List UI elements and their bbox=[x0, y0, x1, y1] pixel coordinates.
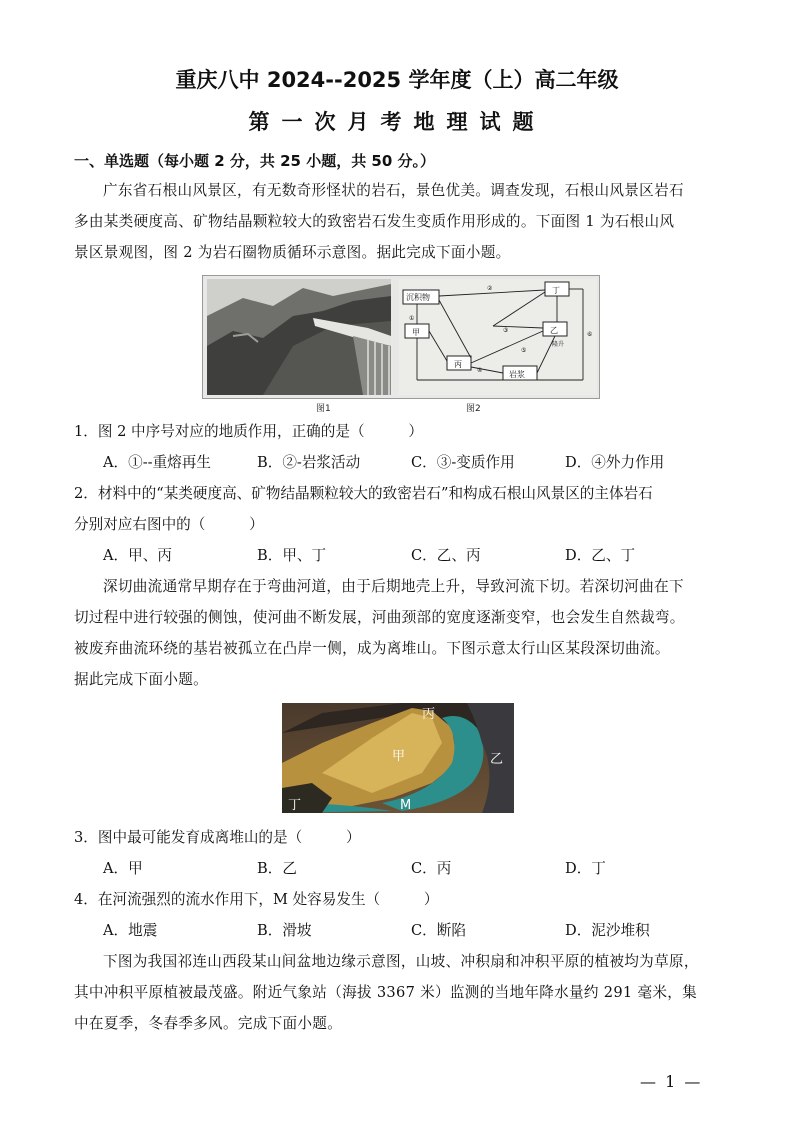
label-m: M bbox=[400, 798, 412, 813]
meander-svg bbox=[282, 703, 514, 813]
question-2-line: 分别对应右图中的（ ） bbox=[74, 516, 264, 533]
figure-1-caption: 图1 bbox=[316, 404, 331, 414]
passage-2-line: 据此完成下面小题。 bbox=[74, 671, 209, 688]
question-1-options bbox=[103, 447, 723, 478]
question-3-options bbox=[103, 853, 723, 884]
label-bing: 丙 bbox=[422, 707, 436, 722]
passage-3-line: 下图为我国祁连山西段某山间盆地边缘示意图，山坡、冲积扇和冲积平原的植被均为草原， bbox=[103, 953, 699, 970]
option-d[interactable]: D．丁 bbox=[565, 860, 606, 877]
node-yi: 乙 bbox=[550, 326, 558, 335]
node-bing: 丙 bbox=[454, 360, 462, 369]
exam-title: 第一次月考地理试题 bbox=[248, 110, 546, 134]
passage-1-line: 广东省石根山风景区，有无数奇形怪状的岩石，景色优美。调查发现，石根山风景区岩石 bbox=[103, 182, 684, 199]
passage-1-line: 多由某类硬度高、矿物结晶颗粒较大的致密岩石发生变质作用形成的。下面图 1 为石根山风 bbox=[74, 213, 675, 230]
rock-cycle-diagram bbox=[399, 279, 597, 395]
section-heading: 一、单选题（每小题 2 分，共 25 小题，共 50 分。） bbox=[74, 152, 436, 170]
num-1: ① bbox=[409, 315, 415, 322]
option-b[interactable]: B．②-岩浆活动 bbox=[257, 454, 361, 471]
option-d[interactable]: D．④外力作用 bbox=[565, 454, 665, 471]
page-number: — 1 — bbox=[640, 1072, 703, 1091]
option-d[interactable]: D．乙、丁 bbox=[565, 547, 636, 564]
question-2-line: 2．材料中的“某类硬度高、矿物结晶颗粒较大的致密岩石”和构成石根山风景区的主体岩石 bbox=[74, 485, 653, 502]
question-2-options bbox=[103, 540, 723, 571]
option-c[interactable]: C．丙 bbox=[411, 860, 452, 877]
option-a[interactable]: A．甲 bbox=[103, 860, 143, 877]
passage-2-line: 被废弃曲流环绕的基岩被孤立在凸岸一侧，成为离堆山。下图示意太行山区某段深切曲流。 bbox=[74, 640, 670, 657]
num-2: ② bbox=[487, 285, 493, 292]
node-jia: 甲 bbox=[412, 328, 420, 337]
question-4-options bbox=[103, 915, 723, 946]
passage-3-line: 中在夏季，冬春季多风。完成下面小题。 bbox=[74, 1015, 343, 1032]
num-5: ⑤ bbox=[521, 347, 527, 354]
passage-2-line: 切过程中进行较强的侧蚀，使河曲不断发展，河曲颈部的宽度逐渐变窄，也会发生自然裁弯。 bbox=[74, 609, 685, 626]
question-4-stem: 4．在河流强烈的流水作用下，M 处容易发生（ ） bbox=[74, 891, 439, 908]
passage-2 bbox=[74, 571, 722, 695]
figure-2-caption: 图2 bbox=[466, 404, 481, 414]
passage-2-line: 深切曲流通常早期存在于弯曲河道，由于后期地壳上升，导致河流下切。若深切河曲在下 bbox=[103, 578, 684, 595]
option-d[interactable]: D．泥沙堆积 bbox=[565, 922, 650, 939]
option-a[interactable]: A．甲、丙 bbox=[103, 547, 172, 564]
num-3: ③ bbox=[503, 327, 509, 334]
node-magma: 岩浆 bbox=[509, 370, 525, 379]
node-ding: 丁 bbox=[552, 286, 560, 295]
passage-3-line: 其中冲积平原植被最茂盛。附近气象站（海拔 3367 米）监测的当地年降水量约 291 毫米，集 bbox=[74, 984, 698, 1001]
node-sediment: 沉积物 bbox=[406, 293, 430, 302]
landscape-photo bbox=[207, 279, 391, 395]
figure-1-svg bbox=[203, 276, 599, 398]
label-ding: 丁 bbox=[288, 798, 302, 813]
num-4: ④ bbox=[477, 367, 483, 374]
option-a[interactable]: A．①--重熔再生 bbox=[103, 454, 211, 471]
option-a[interactable]: A．地震 bbox=[103, 922, 158, 939]
passage-3 bbox=[74, 946, 722, 1039]
option-b[interactable]: B．甲、丁 bbox=[257, 547, 327, 564]
figure-1-composite bbox=[202, 275, 600, 399]
question-3-stem: 3．图中最可能发育成离堆山的是（ ） bbox=[74, 829, 361, 846]
option-c[interactable]: C．断陷 bbox=[411, 922, 466, 939]
option-b[interactable]: B．滑坡 bbox=[257, 922, 312, 939]
label-yi: 乙 bbox=[490, 752, 504, 767]
meander-photo bbox=[282, 703, 514, 813]
label-uplift: 隆升 bbox=[552, 341, 565, 348]
passage-1 bbox=[74, 175, 722, 268]
label-jia: 甲 bbox=[392, 749, 406, 764]
option-c[interactable]: C．乙、丙 bbox=[411, 547, 481, 564]
option-b[interactable]: B．乙 bbox=[257, 860, 297, 877]
passage-1-line: 景区景观图，图 2 为岩石圈物质循环示意图。据此完成下面小题。 bbox=[74, 244, 511, 261]
school-title: 重庆八中 2024--2025 学年度（上）高二年级 bbox=[175, 68, 619, 92]
question-2-stem bbox=[74, 478, 722, 540]
option-c[interactable]: C．③-变质作用 bbox=[411, 454, 515, 471]
num-6: ⑥ bbox=[587, 331, 593, 338]
question-1-stem: 1．图 2 中序号对应的地质作用，正确的是（ ） bbox=[74, 423, 423, 440]
